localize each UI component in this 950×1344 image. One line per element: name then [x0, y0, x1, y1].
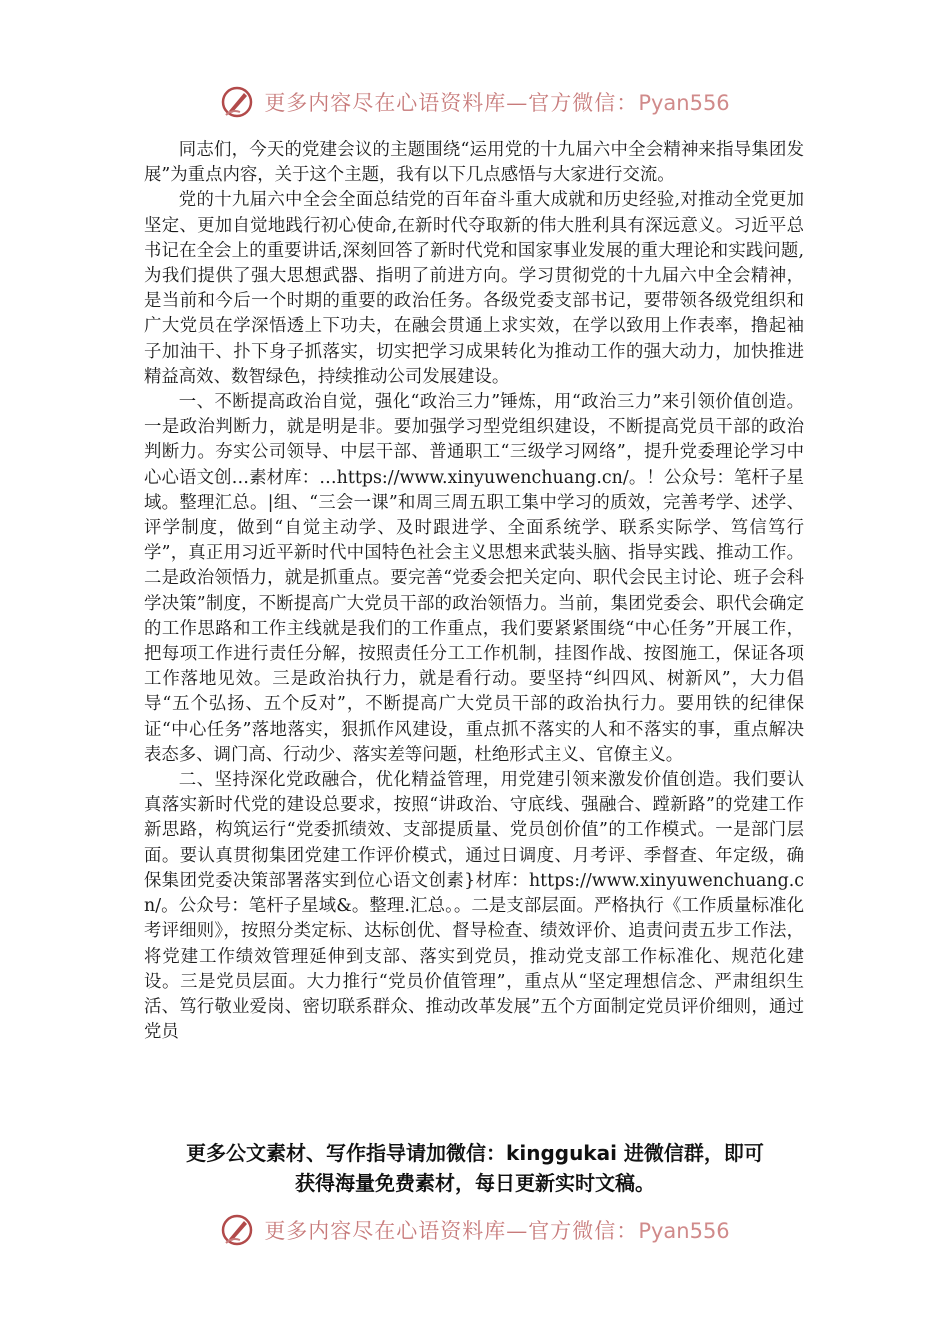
footer-watermark-text [264, 1215, 729, 1245]
promo-line-2: 获得海量免费素材，每日更新实时文稿。 [295, 1171, 655, 1195]
pen-logo-icon [220, 85, 254, 119]
footer-watermark [0, 1208, 950, 1252]
header-watermark-id: Pyan556 [638, 91, 730, 115]
promo-notice [130, 1138, 820, 1198]
footer-watermark-id: Pyan556 [638, 1219, 730, 1243]
paragraph-overview: 党的十九届六中全会全面总结党的百年奋斗重大成就和历史经验,对推动全党更加坚定、更加自觉地践行初心使命,在新时代夺取新的伟大胜利具有深远意义。习近平总书记在全会上的重要讲话,深刻回答了新时代党和国家事业发展的重大理论和实践问题,为我们提供了强大思想武器、指明了前进方向。学习贯彻党的十九届六中全会精神，是当前和今后一个时期的重要的政治任务。各级党委支部书记，要带领各级党组织和广大党员在学深悟透上下功夫，在融会贯通上求实效，在学以致用上作表率，撸起袖子加油干、扑下身子抓落实，切实把学习成果转化为推动工作的强大动力，加快推进精益高效、数智绿色，持续推动公司发展建设。 [144, 190, 804, 387]
footer-watermark-cn: 更多内容尽在心语资料库—官方微信： [264, 1219, 639, 1243]
promo-line-1: 更多公文素材、写作指导请加微信：kinggukai 进微信群，即可 [186, 1141, 764, 1165]
paragraph-section-two: 二、坚持深化党政融合，优化精益管理，用党建引领来激发价值创造。我们要认真落实新时代党的建设总要求，按照“讲政治、守底线、强融合、蹚新路”的党建工作新思路，构筑运行“党委抓绩效、支部提质量、党员创价值”的工作模式。一是部门层面。要认真贯彻集团党建工作评价模式，通过日调度、月考评、季督查、年定级，确保集团党委决策部署落实到位心语文创素}材库：https://www.xinyuwenchuang.cn/。公众号：笔杆子星域&。整理.汇总。。二是支部层面。严格执行《工作质量标准化考评细则》，按照分类定标、达标创优、督导检查、绩效评价、追责问责五步工作法，将党建工作绩效管理延伸到支部、落实到党员，推动党支部工作标准化、规范化建设。三是党员层面。大力推行“党员价值管理”，重点从“坚定理想信念、严肃组织生活、笃行敬业爱岗、密切联系群众、推动改革发展”五个方面制定党员评价细则，通过党员 [144, 770, 804, 1043]
header-watermark-cn: 更多内容尽在心语资料库—官方微信： [264, 91, 639, 115]
pen-logo-icon [220, 1213, 254, 1247]
paragraph-section-one: 一、不断提高政治自觉，强化“政治三力”锤炼，用“政治三力”来引领价值创造。一是政治判断力，就是明是非。要加强学习型党组织建设，不断提高党员干部的政治判断力。夯实公司领导、中层干部、普通职工“三级学习网络”，提升党委理论学习中心心语文创…素材库：…https://www.xinyuwenchuang.cn/。！公众号：笔杆子星域。整理汇总。|组、“三会一课”和周三周五职工集中学习的质效，完善考学、述学、评学制度，做到“自觉主动学、及时跟进学、全面系统学、联系实际学、笃信笃行学”，真正用习近平新时代中国特色社会主义思想来武装头脑、指导实践、推动工作。二是政治领悟力，就是抓重点。要完善“党委会把关定向、职代会民主讨论、班子会科学决策”制度，不断提高广大党员干部的政治领悟力。当前，集团党委会、职代会确定的工作思路和工作主线就是我们的工作重点，我们要紧紧围绕“中心任务”开展工作，把每项工作进行责任分解，按照责任分工工作机制，挂图作战、按图施工，保证各项工作落地见效。三是政治执行力，就是看行动。要坚持“纠四风、树新风”，大力倡导“五个弘扬、五个反对”，不断提高广大党员干部的政治执行力。要用铁的纪律保证“中心任务”落地落实，狠抓作风建设，重点抓不落实的人和不落实的事，重点解决表态多、调门高、行动少、落实差等问题，杜绝形式主义、官僚主义。 [144, 392, 804, 765]
header-watermark [0, 80, 950, 124]
header-watermark-text [264, 87, 729, 117]
paragraph-intro: 同志们，今天的党建会议的主题围绕“运用党的十九届六中全会精神来指导集团发展”为重点内容，关于这个主题，我有以下几点感悟与大家进行交流。 [144, 140, 804, 186]
document-body [144, 138, 804, 1045]
